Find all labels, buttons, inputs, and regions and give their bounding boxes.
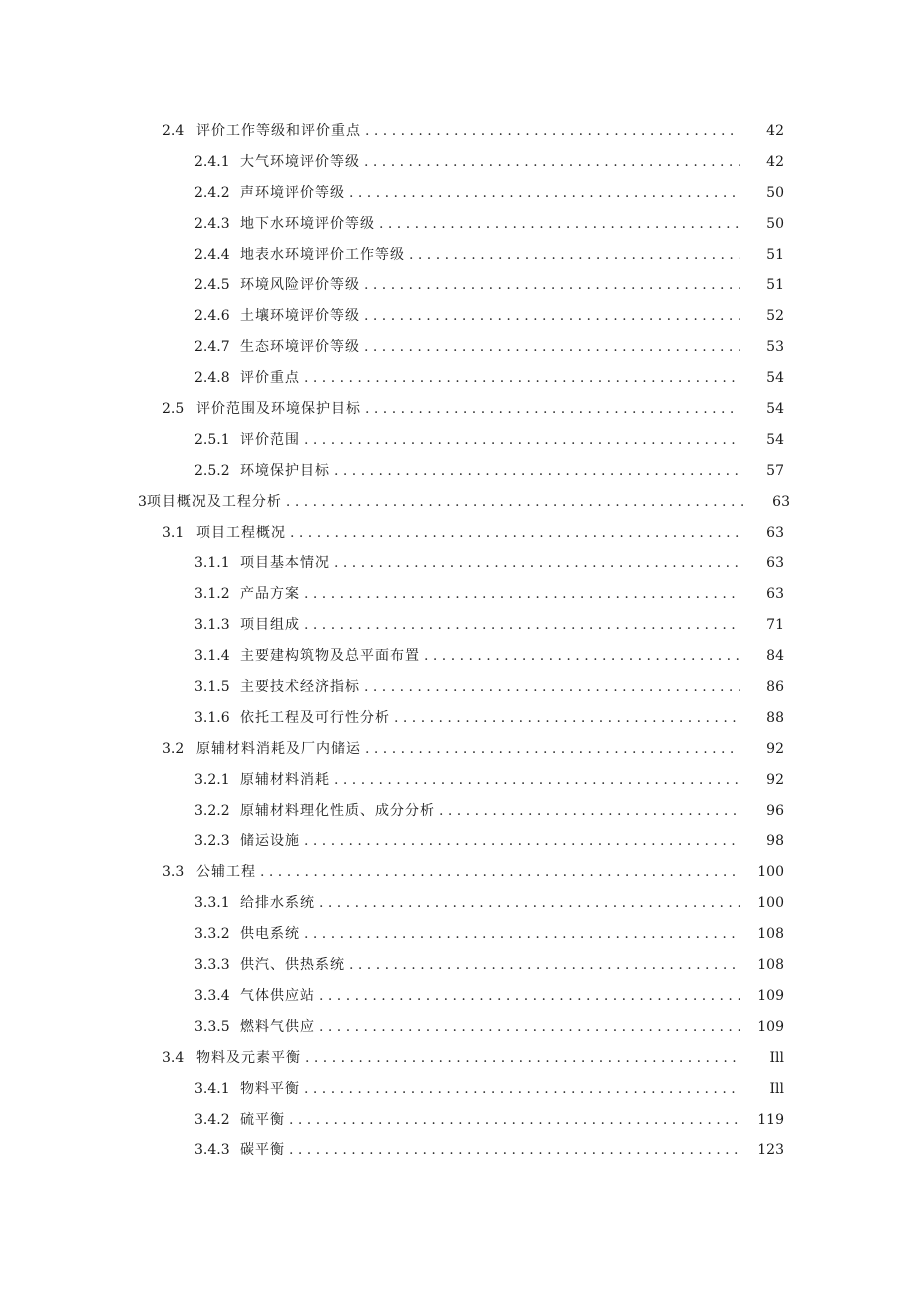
toc-entry-page-number: 63 bbox=[766, 555, 784, 572]
toc-entry-page-number: 57 bbox=[766, 462, 784, 479]
toc-entry[interactable] bbox=[0, 610, 920, 641]
toc-entry[interactable] bbox=[0, 919, 920, 950]
dot-leader bbox=[394, 703, 740, 734]
toc-entry[interactable] bbox=[0, 888, 920, 919]
toc-entry[interactable] bbox=[0, 734, 920, 765]
toc-entry-title: 给排水系统 bbox=[240, 895, 315, 912]
toc-entry-number: 2.4.7 bbox=[194, 339, 230, 356]
toc-entry[interactable] bbox=[0, 363, 920, 394]
toc-entry-number: 3.1.2 bbox=[194, 586, 230, 603]
toc-entry-page-number: 63 bbox=[766, 586, 784, 603]
toc-entry-number: 3.2.1 bbox=[194, 771, 230, 788]
toc-entry[interactable] bbox=[0, 1074, 920, 1105]
dot-leader bbox=[304, 579, 740, 610]
toc-entry-number: 3.1.5 bbox=[194, 679, 230, 696]
toc-entry-title: 声环境评价等级 bbox=[240, 184, 345, 201]
toc-entry[interactable] bbox=[0, 1135, 920, 1166]
toc-entry-title: 大气环境评价等级 bbox=[240, 153, 360, 170]
toc-entry-title: 环境保护目标 bbox=[240, 462, 330, 479]
toc-entry-number: 2.4.1 bbox=[194, 153, 230, 170]
toc-entry-title: 项目工程概况 bbox=[196, 524, 286, 541]
toc-entry-title: 硫平衡 bbox=[240, 1111, 285, 1128]
dot-leader bbox=[364, 301, 740, 332]
toc-entry-number: 3.2.3 bbox=[194, 833, 230, 850]
toc-entry-title: 物料及元素平衡 bbox=[196, 1049, 301, 1066]
toc-entry-page-number: 54 bbox=[766, 370, 784, 387]
toc-entry-number: 3.2 bbox=[162, 740, 185, 757]
toc-entry-page-number: 54 bbox=[766, 431, 784, 448]
toc-entry-title: 供电系统 bbox=[240, 926, 300, 943]
toc-entry-page-number: 88 bbox=[766, 709, 784, 726]
toc-entry-number: 3.1.6 bbox=[194, 709, 230, 726]
toc-entry-page-number: 51 bbox=[766, 277, 784, 294]
toc-entry-number: 3.3.5 bbox=[194, 1018, 230, 1035]
toc-entry-number: 3.1.4 bbox=[194, 648, 230, 665]
toc-entry-page-number: 51 bbox=[766, 246, 784, 263]
toc-entry-number: 3.3 bbox=[162, 864, 185, 881]
toc-entry-title: 原辅材料消耗 bbox=[240, 771, 330, 788]
toc-entry-title: 生态环境评价等级 bbox=[240, 339, 360, 356]
toc-entry-number: 2.4.6 bbox=[194, 308, 230, 325]
toc-entry[interactable] bbox=[0, 301, 920, 332]
toc-entry-page-number: 100 bbox=[757, 864, 784, 881]
toc-entry-number: 2.4.2 bbox=[194, 184, 230, 201]
toc-entry[interactable] bbox=[0, 425, 920, 456]
toc-entry-title: 项目组成 bbox=[240, 617, 300, 634]
toc-entry-number: 3 bbox=[138, 493, 147, 510]
toc-entry-number: 3.1 bbox=[162, 524, 185, 541]
toc-entry-number: 3.3.2 bbox=[194, 926, 230, 943]
toc-entry-page-number: 63 bbox=[772, 493, 790, 510]
toc-entry-title: 主要建构筑物及总平面布置 bbox=[240, 648, 420, 665]
toc-entry-title: 项目概况及工程分析 bbox=[146, 493, 282, 510]
toc-entry-number: 2.5.2 bbox=[194, 462, 230, 479]
toc-entry-page-number: 109 bbox=[757, 1018, 784, 1035]
toc-entry-title: 评价重点 bbox=[240, 370, 300, 387]
toc-entry-number: 3.4.3 bbox=[194, 1142, 230, 1159]
toc-entry[interactable] bbox=[0, 147, 920, 178]
toc-entry-number: 2.4.4 bbox=[194, 246, 230, 263]
toc-entry[interactable] bbox=[0, 641, 920, 672]
dot-leader bbox=[304, 425, 740, 456]
toc-entry-title: 地下水环境评价等级 bbox=[240, 215, 375, 232]
toc-entry-title: 土壤环境评价等级 bbox=[240, 308, 360, 325]
dot-leader bbox=[319, 888, 740, 919]
toc-entry[interactable] bbox=[0, 456, 920, 487]
toc-entry-number: 2.4.8 bbox=[194, 370, 230, 387]
dot-leader bbox=[304, 610, 740, 641]
toc-entry-number: 2.5 bbox=[162, 401, 185, 418]
toc-entry-page-number: 84 bbox=[766, 648, 784, 665]
dot-leader bbox=[334, 456, 740, 487]
toc-entry[interactable] bbox=[0, 1012, 920, 1043]
toc-entry[interactable] bbox=[0, 672, 920, 703]
dot-leader bbox=[334, 765, 740, 796]
toc-entry-page-number: 42 bbox=[766, 123, 784, 139]
toc-entry[interactable] bbox=[0, 209, 920, 240]
toc-entry-page-number: Ill bbox=[769, 1080, 784, 1097]
dot-leader bbox=[260, 857, 740, 888]
dot-leader bbox=[439, 796, 740, 827]
dot-leader bbox=[409, 240, 740, 271]
toc-entry-number: 3.2.2 bbox=[194, 802, 230, 819]
toc-entry-page-number: Ill bbox=[769, 1049, 784, 1066]
toc-entry[interactable] bbox=[0, 487, 920, 518]
dot-leader bbox=[364, 270, 740, 301]
toc-entry-page-number: 52 bbox=[766, 308, 784, 325]
toc-entry-title: 依托工程及可行性分析 bbox=[240, 709, 390, 726]
dot-leader bbox=[290, 518, 740, 549]
toc-entry[interactable] bbox=[0, 240, 920, 271]
toc-entry[interactable] bbox=[0, 394, 920, 425]
toc-entry-title: 评价范围 bbox=[240, 431, 300, 448]
dot-leader bbox=[365, 116, 740, 147]
toc-entry[interactable] bbox=[0, 518, 920, 549]
toc-entry-title: 地表水环境评价工作等级 bbox=[240, 246, 405, 263]
toc-entry-title: 主要技术经济指标 bbox=[240, 679, 360, 696]
toc-entry[interactable] bbox=[0, 548, 920, 579]
toc-entry[interactable] bbox=[0, 1043, 920, 1074]
toc-entry-page-number: 119 bbox=[757, 1111, 784, 1128]
toc-entry-title: 气体供应站 bbox=[240, 987, 315, 1004]
toc-entry-page-number: 98 bbox=[766, 833, 784, 850]
toc-entry-title: 燃料气供应 bbox=[240, 1018, 315, 1035]
dot-leader bbox=[424, 641, 740, 672]
toc-entry-number: 3.3.4 bbox=[194, 987, 230, 1004]
dot-leader bbox=[349, 178, 740, 209]
toc-entry-title: 产品方案 bbox=[240, 586, 300, 603]
toc-entry-number: 3.4.1 bbox=[194, 1080, 230, 1097]
toc-entry[interactable] bbox=[0, 1105, 920, 1136]
toc-entry-number: 3.4 bbox=[162, 1049, 185, 1066]
dot-leader bbox=[304, 919, 740, 950]
dot-leader bbox=[286, 487, 746, 518]
toc-entry-title: 公辅工程 bbox=[196, 864, 256, 881]
toc-entry[interactable] bbox=[0, 765, 920, 796]
toc-entry-page-number: 123 bbox=[757, 1142, 784, 1159]
dot-leader bbox=[289, 1105, 740, 1136]
toc-entry-page-number: 42 bbox=[766, 153, 784, 170]
toc-entry-title: 储运设施 bbox=[240, 833, 300, 850]
toc-entry[interactable] bbox=[0, 950, 920, 981]
dot-leader bbox=[319, 1012, 740, 1043]
toc-entry-title: 原辅材料理化性质、成分分析 bbox=[240, 802, 435, 819]
toc-entry[interactable] bbox=[0, 332, 920, 363]
toc-entry-title: 供汽、供热系统 bbox=[240, 957, 345, 974]
toc-entry[interactable] bbox=[0, 981, 920, 1012]
toc-entry-number: 3.1.1 bbox=[194, 555, 230, 572]
dot-leader bbox=[305, 1043, 740, 1074]
toc-entry-title: 评价工作等级和评价重点 bbox=[196, 123, 361, 139]
toc-entry[interactable] bbox=[0, 270, 920, 301]
toc-entry-number: 3.3.1 bbox=[194, 895, 230, 912]
toc-entry[interactable] bbox=[0, 826, 920, 857]
toc-entry-page-number: 96 bbox=[766, 802, 784, 819]
toc-entry-page-number: 86 bbox=[766, 679, 784, 696]
toc-entry-page-number: 92 bbox=[766, 771, 784, 788]
toc-entry-page-number: 108 bbox=[757, 926, 784, 943]
toc-entry-number: 2.4.5 bbox=[194, 277, 230, 294]
dot-leader bbox=[364, 672, 740, 703]
toc-entry[interactable] bbox=[0, 178, 920, 209]
toc-entry-page-number: 54 bbox=[766, 401, 784, 418]
toc-entry-title: 原辅材料消耗及厂内储运 bbox=[196, 740, 361, 757]
toc-entry-page-number: 71 bbox=[766, 617, 784, 634]
toc-entry-title: 项目基本情况 bbox=[240, 555, 330, 572]
toc-entry[interactable] bbox=[0, 703, 920, 734]
toc-entry-number: 2.5.1 bbox=[194, 431, 230, 448]
toc-entry-title: 碳平衡 bbox=[240, 1142, 285, 1159]
toc-entry-number: 3.3.3 bbox=[194, 957, 230, 974]
toc-entry-title: 物料平衡 bbox=[240, 1080, 300, 1097]
dot-leader bbox=[304, 826, 740, 857]
toc-entry[interactable] bbox=[0, 857, 920, 888]
toc-entry-number: 3.4.2 bbox=[194, 1111, 230, 1128]
toc-entry-title: 环境风险评价等级 bbox=[240, 277, 360, 294]
toc-entry-number: 2.4.3 bbox=[194, 215, 230, 232]
toc-entry-page-number: 108 bbox=[757, 957, 784, 974]
toc-entry-page-number: 109 bbox=[757, 987, 784, 1004]
dot-leader bbox=[304, 1074, 740, 1105]
dot-leader bbox=[365, 394, 740, 425]
dot-leader bbox=[304, 363, 740, 394]
toc-entry[interactable] bbox=[0, 579, 920, 610]
dot-leader bbox=[379, 209, 740, 240]
dot-leader bbox=[364, 332, 740, 363]
dot-leader bbox=[319, 981, 740, 1012]
toc-entry-page-number: 50 bbox=[766, 184, 784, 201]
dot-leader bbox=[365, 734, 740, 765]
table-of-contents bbox=[0, 116, 920, 1166]
toc-entry[interactable] bbox=[0, 116, 920, 147]
toc-entry-page-number: 53 bbox=[766, 339, 784, 356]
toc-entry-page-number: 63 bbox=[766, 524, 784, 541]
toc-entry-number: 3.1.3 bbox=[194, 617, 230, 634]
dot-leader bbox=[349, 950, 740, 981]
toc-entry[interactable] bbox=[0, 796, 920, 827]
dot-leader bbox=[289, 1135, 740, 1166]
toc-entry-page-number: 100 bbox=[757, 895, 784, 912]
toc-entry-number: 2.4 bbox=[162, 123, 185, 139]
toc-entry-page-number: 50 bbox=[766, 215, 784, 232]
toc-entry-page-number: 92 bbox=[766, 740, 784, 757]
dot-leader bbox=[364, 147, 740, 178]
toc-entry-title: 评价范围及环境保护目标 bbox=[196, 401, 361, 418]
dot-leader bbox=[334, 548, 740, 579]
